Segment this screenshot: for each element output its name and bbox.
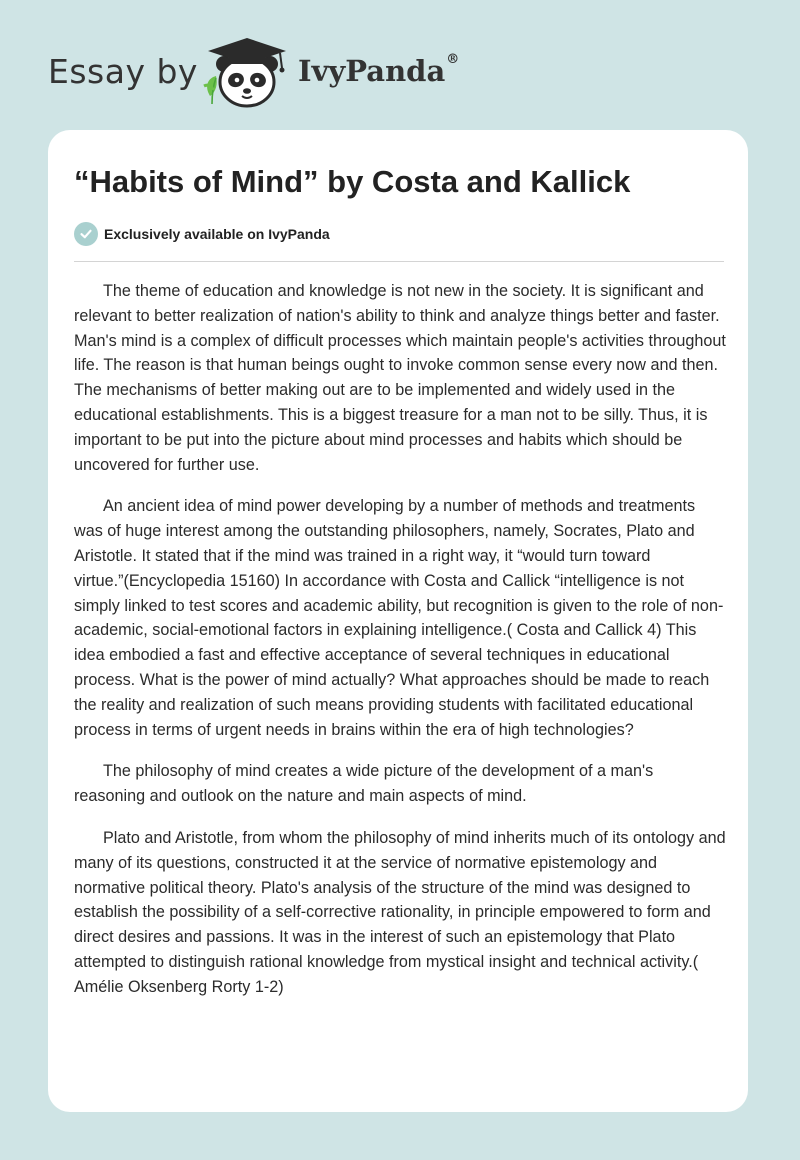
brand-name-text: IvyPanda bbox=[298, 54, 446, 88]
site-header bbox=[48, 30, 748, 110]
essay-title: “Habits of Mind” by Costa and Kallick bbox=[74, 164, 631, 199]
paragraph-3: The philosophy of mind creates a wide picture of the development of a man's reasoning and outlook on the nature and main aspects of mind. bbox=[74, 762, 654, 806]
essay-card bbox=[48, 130, 748, 1112]
exclusive-badge-label: Exclusively available on IvyPanda bbox=[104, 226, 330, 242]
divider bbox=[74, 261, 724, 262]
check-circle-icon bbox=[74, 222, 98, 246]
brand-name[interactable] bbox=[298, 54, 459, 88]
registered-mark: ® bbox=[446, 52, 460, 67]
paragraph-4: Plato and Aristotle, from whom the philosophy of mind inherits much of its ontology and many of its questions, constructed it at the service of normative epistemology and normative political theory. Plato's analysis of the structure of the mind was designed to establish the possibility of a self-corrective rationality, in principle empowered to form and direct desires and passions. It was in the interest of such an epistemology that Plato attempted to distinguish rational knowledge from mystical insight and technical activity.( Amélie Oksenberg Rorty 1-2) bbox=[74, 828, 726, 996]
essay-body bbox=[74, 279, 726, 1017]
paragraph-2: An ancient idea of mind power developing by a number of methods and treatments was of huge interest among the outstanding philosophers, namely, Socrates, Plato and Aristotle. It stated that if the mind was trained in a right way, it “would turn toward virtue.”(Encyclopedia 15160) In accordance with Costa and Callick “intelligence is not simply linked to test scores and academic ability, but recognition is given to the role of non-academic, social-emotional factors in explaining intelligence.( Costa and Callick 4) This idea embodied a fast and effective acceptance of several techniques in educational process. What is the power of mind actually? What approaches should be made to reach the reality and realization of such means providing students with facilitated educational process in terms of urgent needs in brains within the era of high technologies? bbox=[74, 497, 724, 739]
essay-by-label: Essay by bbox=[48, 52, 198, 91]
paragraph-1: The theme of education and knowledge is not new in the society. It is significant and relevant to better realization of nation's ability to think and analyze things better and faster. Man's mind is a complex of difficult processes which maintain people's activities throughout life. The reason is that human beings ought to invoke common sense every now and then. The mechanisms of better making out are to be implemented and widely used in the educational establishments. This is a biggest treasure for a man not to be silly. Thus, it is important to be put into the picture about mind processes and habits which should be uncovered for further use. bbox=[74, 282, 726, 474]
panda-graduate-icon[interactable] bbox=[200, 34, 295, 110]
exclusive-badge bbox=[74, 222, 330, 246]
